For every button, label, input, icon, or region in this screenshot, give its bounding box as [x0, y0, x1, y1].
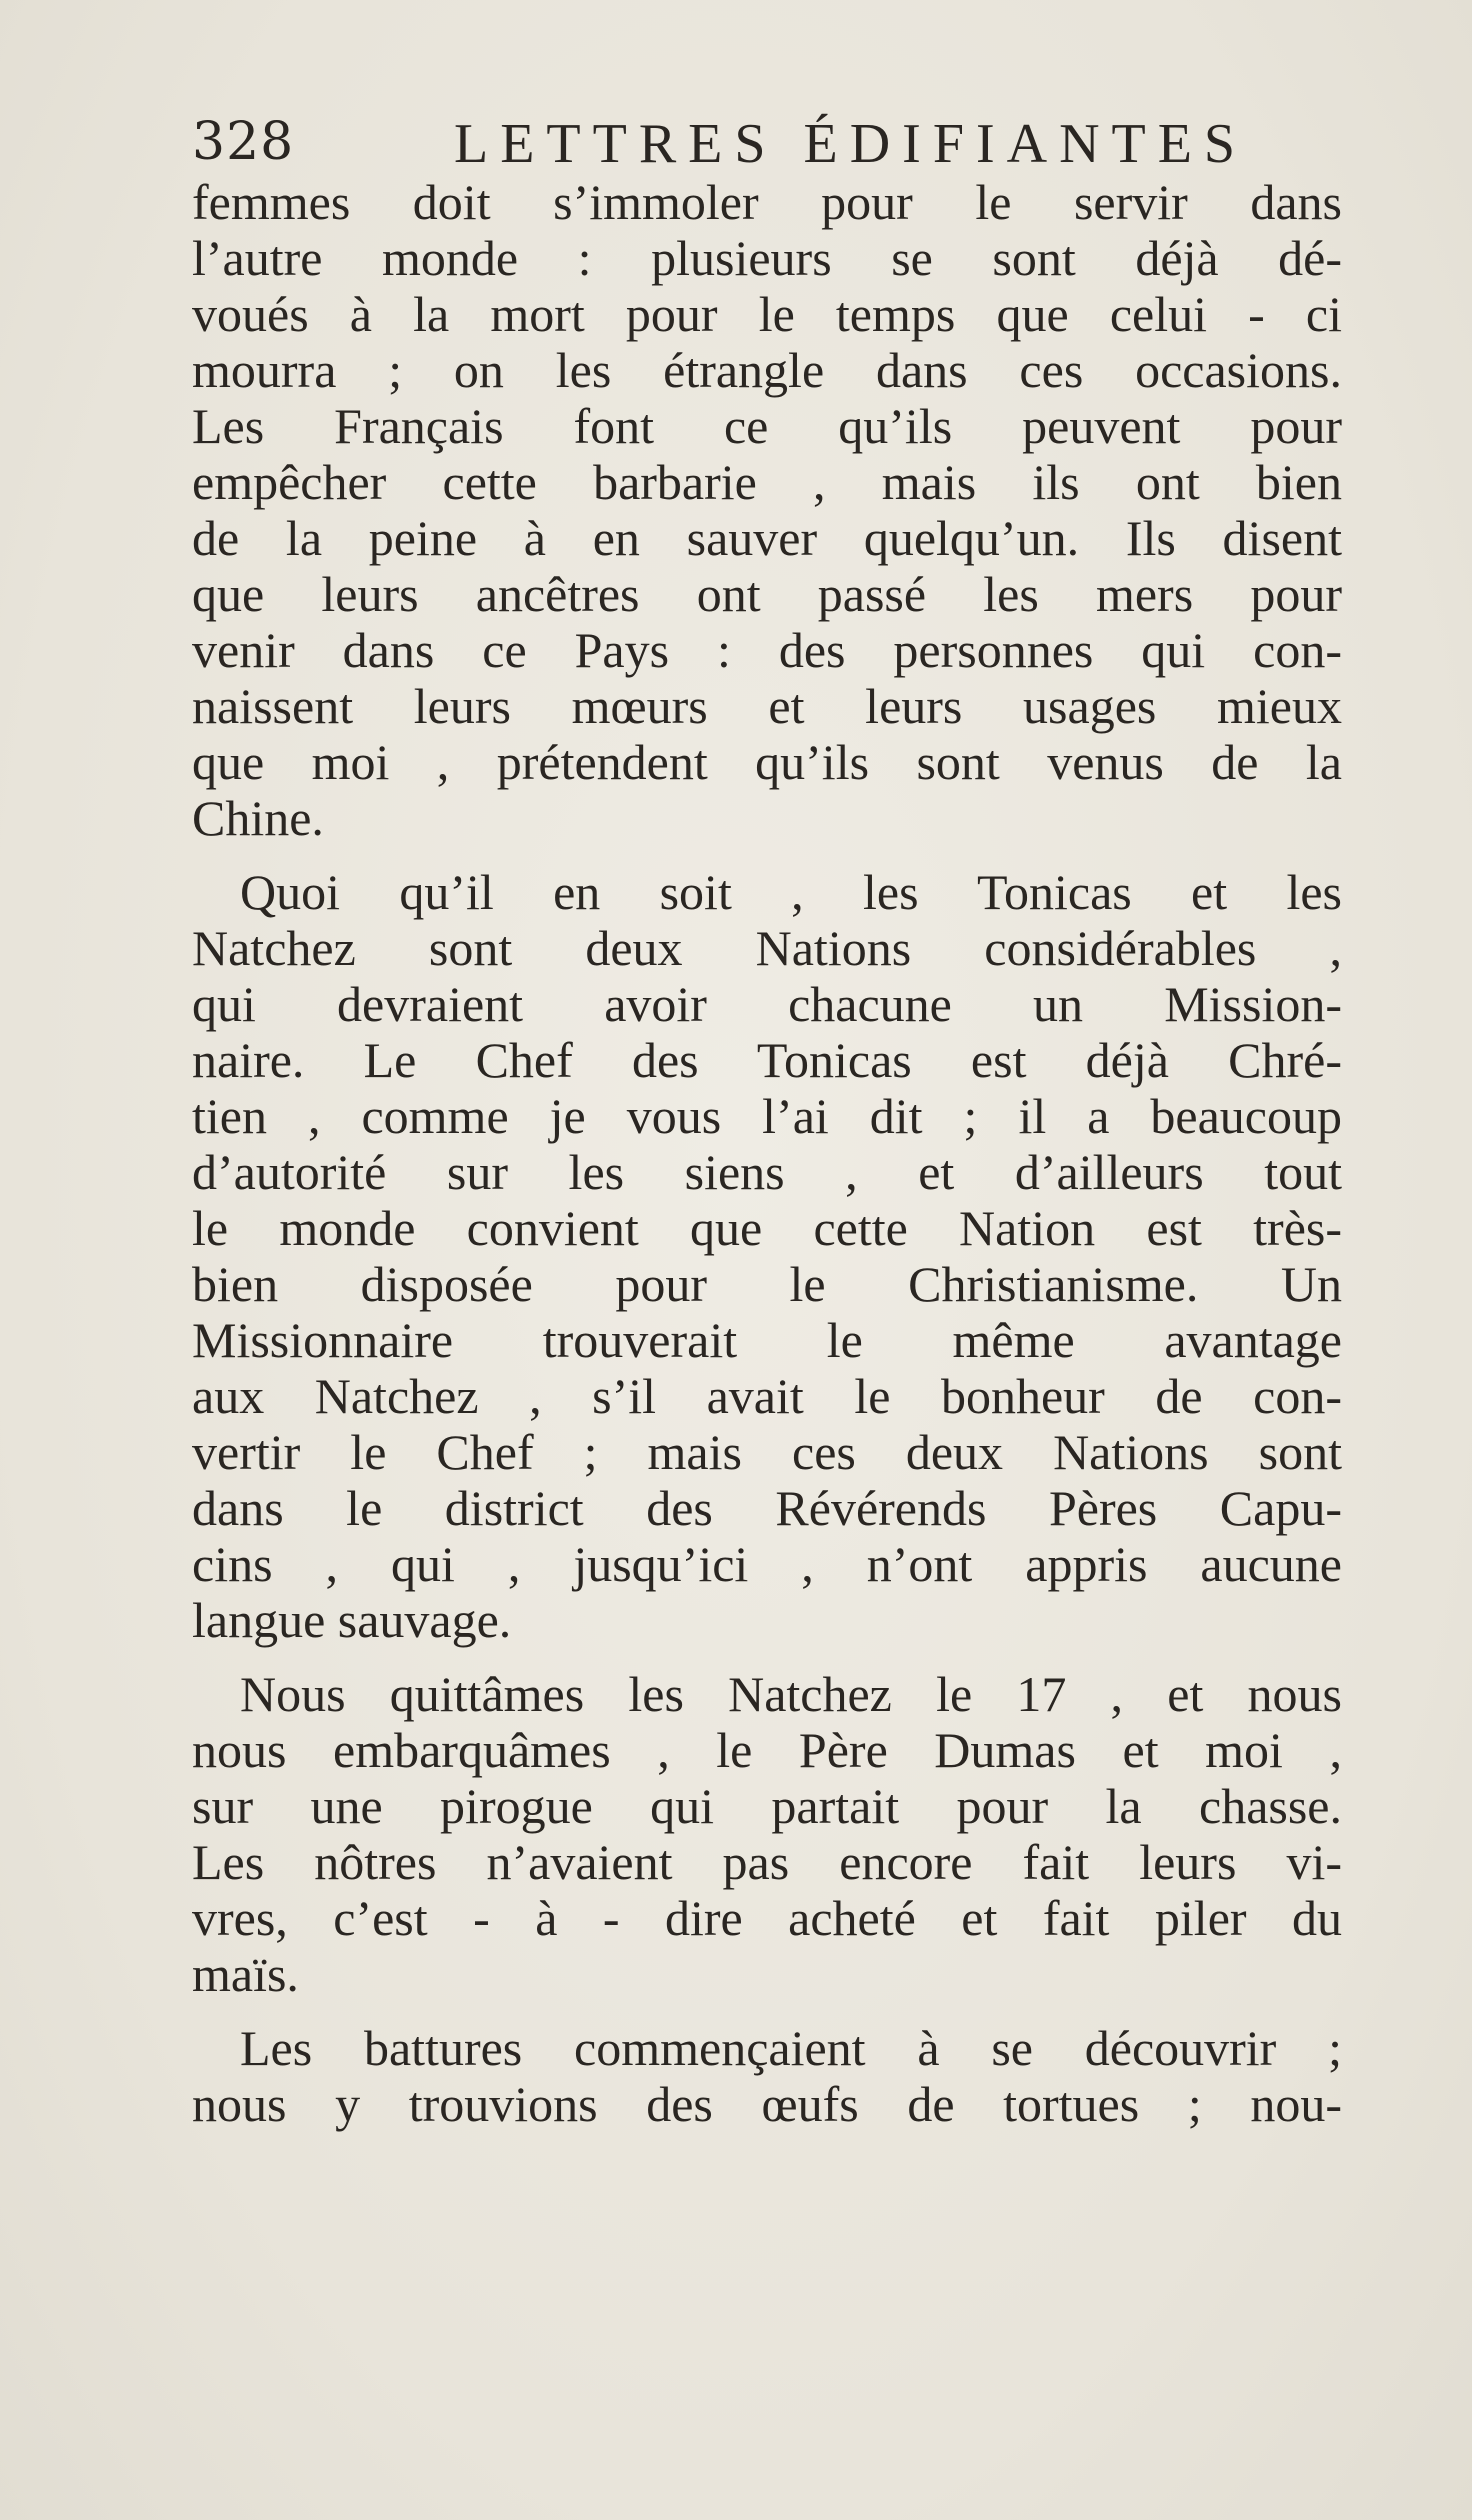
text-line: Les Français font ce qu’ils peuvent pour: [192, 398, 1342, 454]
text-line: bien disposée pour le Christianisme. Un: [192, 1256, 1342, 1312]
text-line: que leurs ancêtres ont passé les mers pour: [192, 566, 1342, 622]
text-line: femmes doit s’immoler pour le servir dans: [192, 174, 1342, 230]
text-line: tien , comme je vous l’ai dit ; il a beaucoup: [192, 1088, 1342, 1144]
text-line: Natchez sont deux Nations considérables ,: [192, 920, 1342, 976]
text-line: venir dans ce Pays : des personnes qui con-: [192, 622, 1342, 678]
text-line: voués à la mort pour le temps que celui - ci: [192, 286, 1342, 342]
text-line: naire. Le Chef des Tonicas est déjà Chré-: [192, 1032, 1342, 1088]
text-line: d’autorité sur les siens , et d’ailleurs tout: [192, 1144, 1342, 1200]
text-line: cins , qui , jusqu’ici , n’ont appris aucune: [192, 1536, 1342, 1592]
text-line: que moi , prétendent qu’ils sont venus de la: [192, 734, 1342, 790]
text-line: Missionnaire trouverait le même avantage: [192, 1312, 1342, 1368]
text-line: Chine.: [192, 790, 324, 846]
text-line: l’autre monde : plusieurs se sont déjà dé-: [192, 230, 1342, 286]
text-line: aux Natchez , s’il avait le bonheur de con-: [192, 1368, 1342, 1424]
text-line: vres, c’est - à - dire acheté et fait piler du: [192, 1890, 1342, 1946]
text-line: vertir le Chef ; mais ces deux Nations sont: [192, 1424, 1342, 1480]
text-line: mourra ; on les étrangle dans ces occasions.: [192, 342, 1342, 398]
text-line: nous embarquâmes , le Père Dumas et moi ,: [192, 1722, 1342, 1778]
running-title: LETTRES ÉDIFIANTES: [454, 113, 1248, 175]
text-line: maïs.: [192, 1946, 299, 2002]
text-line: qui devraient avoir chacune un Mission-: [192, 976, 1342, 1032]
text-line: Les battures commençaient à se découvrir ;: [240, 2020, 1342, 2076]
text-line: Les nôtres n’avaient pas encore fait leurs vi-: [192, 1834, 1342, 1890]
text-line: le monde convient que cette Nation est très-: [192, 1200, 1342, 1256]
text-line: de la peine à en sauver quelqu’un. Ils disent: [192, 510, 1342, 566]
page-header: [192, 112, 1362, 178]
text-line: nous y trouvions des œufs de tortues ; nou-: [192, 2076, 1342, 2132]
text-line: dans le district des Révérends Pères Capu-: [192, 1480, 1342, 1536]
text-line: Quoi qu’il en soit , les Tonicas et les: [240, 864, 1342, 920]
text-line: Nous quittâmes les Natchez le 17 , et nous: [240, 1666, 1342, 1722]
text-line: empêcher cette barbarie , mais ils ont bien: [192, 454, 1342, 510]
text-line: langue sauvage.: [192, 1592, 512, 1648]
text-line: naissent leurs mœurs et leurs usages mieux: [192, 678, 1342, 734]
page-number: 328: [192, 112, 295, 172]
text-line: sur une pirogue qui partait pour la chasse.: [192, 1778, 1342, 1834]
